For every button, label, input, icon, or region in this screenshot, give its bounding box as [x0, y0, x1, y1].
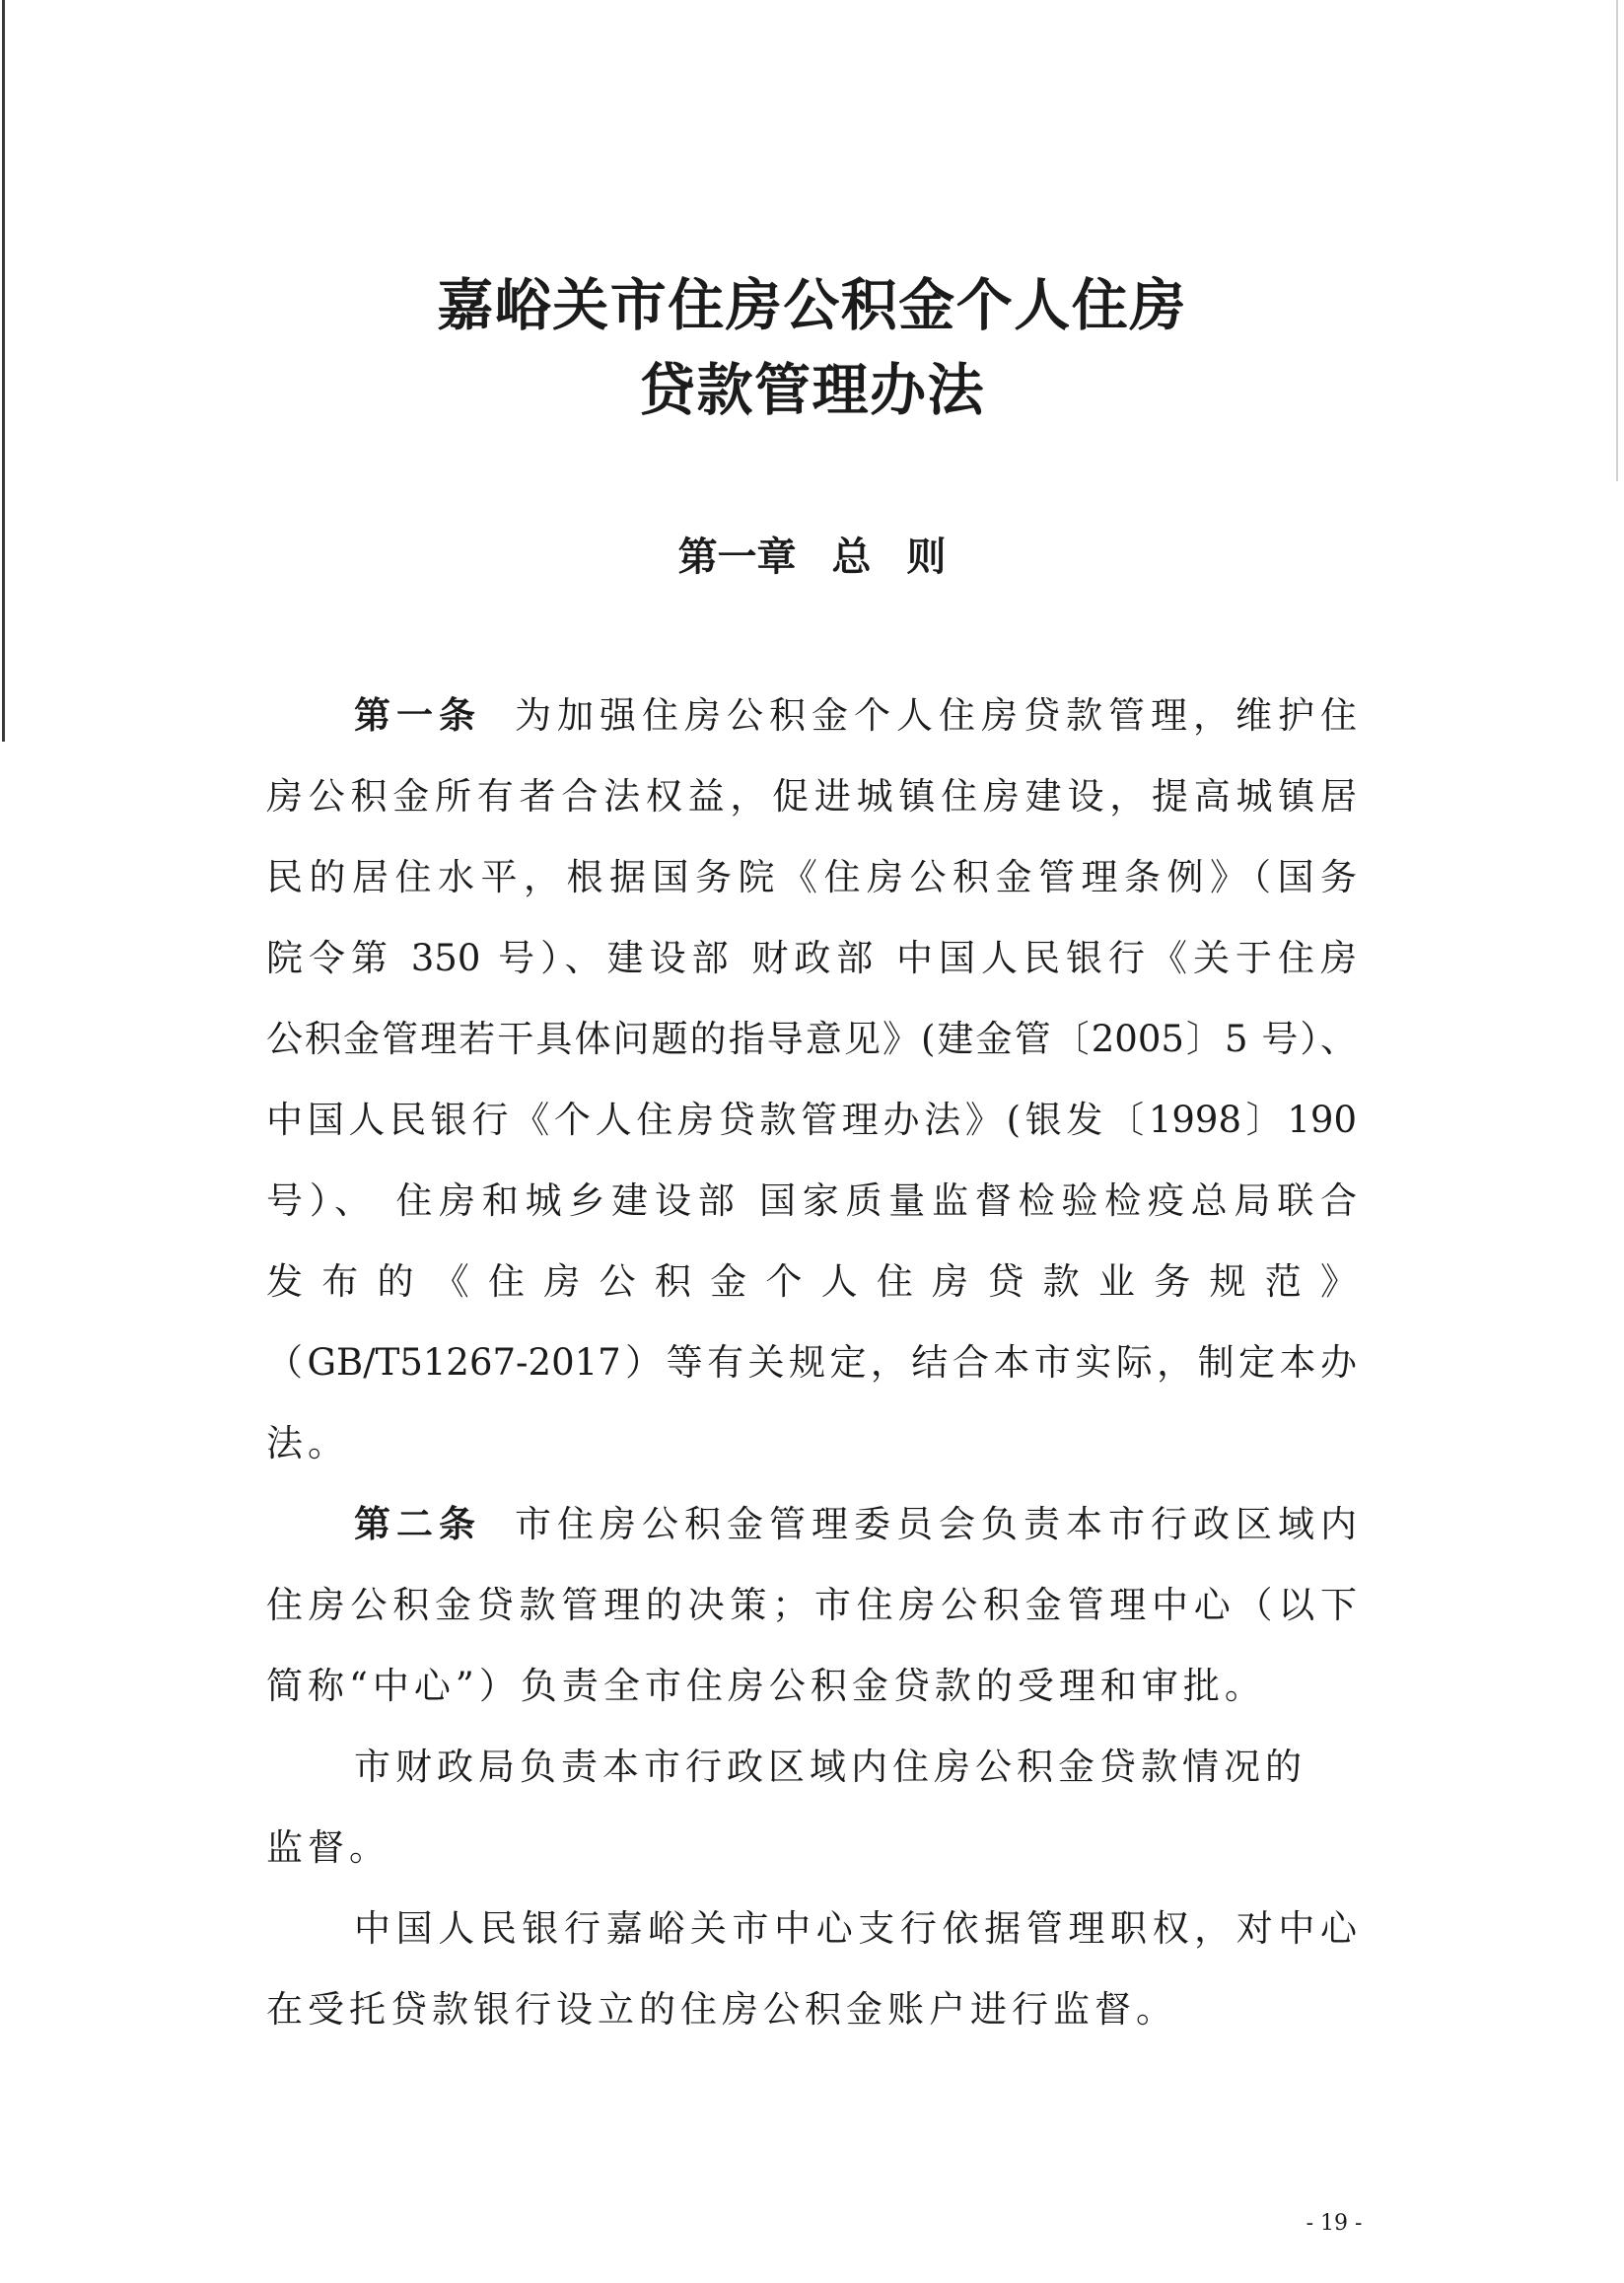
article-2-line-1 [354, 1484, 1357, 1565]
document-body [266, 676, 1357, 2050]
article-1-text-1: 为加强住房公积金个人住房贷款管理，维护住 [515, 694, 1357, 737]
article-1-label: 第一条 [354, 694, 481, 737]
article-1-line-1 [354, 676, 1357, 756]
article-1-line-7: 号）、 住房和城乡建设部 国家质量监督检验检疫总局联合 [266, 1179, 1357, 1222]
paragraph-4-line-2: 在受托贷款银行设立的住房公积金账户进行监督。 [266, 1988, 1177, 2031]
article-1-line-2: 房公积金所有者合法权益，促进城镇住房建设，提高城镇居 [266, 775, 1357, 818]
article-1-line-10: 法。 [266, 1422, 349, 1464]
article-1-line-9: （GB/T51267-2017）等有关规定，结合本市实际，制定本办 [266, 1341, 1357, 1384]
title-line-1: 嘉峪关市住房公积金个人住房 [437, 272, 1187, 338]
article-2-line-3: 简称“中心”）负责全市住房公积金贷款的受理和审批。 [266, 1665, 1266, 1707]
article-2-text-1: 市住房公积金管理委员会负责本市行政区域内 [515, 1503, 1357, 1545]
article-1-line-3: 民的居住水平，根据国务院《住房公积金管理条例》（国务 [266, 856, 1357, 898]
paragraph-3-line-1: 市财政局负责本市行政区域内住房公积金贷款情况的 [354, 1746, 1306, 1788]
article-2-label: 第二条 [354, 1503, 481, 1545]
article-1-line-5: 公积金管理若干具体问题的指导意见》(建金管〔2005〕5 号）、 [266, 1018, 1357, 1060]
article-1-line-4: 院令第 350 号）、建设部 财政部 中国人民银行《关于住房 [266, 937, 1357, 979]
paragraph-3-line-2: 监督。 [266, 1826, 390, 1869]
article-2-line-2: 住房公积金贷款管理的决策；市住房公积金管理中心（以下 [266, 1584, 1357, 1626]
article-1-line-6: 中国人民银行《个人住房贷款管理办法》(银发〔1998〕190 [266, 1099, 1357, 1141]
chapter-heading: 第一章 总 则 [677, 535, 947, 580]
paragraph-4-line-1: 中国人民银行嘉峪关市中心支行依据管理职权，对中心 [354, 1907, 1357, 1950]
article-1-line-8: 发布的《住房公积金个人住房贷款业务规范》 [266, 1260, 1357, 1303]
document-title [0, 263, 1624, 433]
title-line-2: 贷款管理办法 [639, 357, 985, 423]
page-number: - 19 - [1306, 2211, 1363, 2236]
